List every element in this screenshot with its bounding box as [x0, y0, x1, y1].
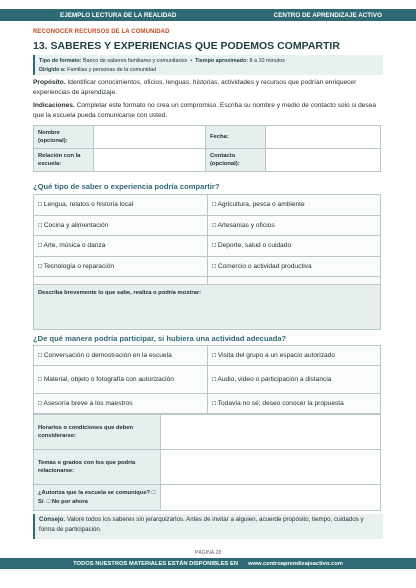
header-bar: [0, 9, 416, 21]
participation-details-table: [33, 414, 381, 511]
knowledge-option[interactable]: □ Tecnología o reparación: [34, 256, 208, 277]
header-right-text: CENTRO DE APRENDIZAJE ACTIVO: [273, 11, 382, 19]
contact-label: Contacto (opcional):: [206, 149, 266, 172]
participation-option[interactable]: □ Asesoría breve a los maestros: [34, 394, 208, 414]
footer-bar: [0, 558, 416, 569]
instructions-paragraph: [33, 101, 385, 120]
authorize-no-checkbox[interactable]: □ No por ahora: [46, 498, 88, 505]
instructions-text: Completar este formato no crea un compromiso. Escriba su nombre y medio de contacto solo si desea que la escuela pueda comunicarse con usted.: [33, 102, 377, 119]
date-label: Fecha:: [206, 126, 266, 149]
knowledge-option[interactable]: □ Cocina y alimentación: [34, 215, 208, 236]
knowledge-option[interactable]: □ Lengua, relatos o historia local: [34, 195, 208, 216]
describe-label: Describa brevemente lo que sabe, realiza o podría mostrar:: [38, 290, 202, 296]
format-value: Banco de saberes familiares y comunitarios: [82, 58, 188, 64]
knowledge-option[interactable]: □ Arte, música o danza: [34, 236, 208, 257]
knowledge-option[interactable]: □ Artesanías y oficios: [208, 215, 381, 236]
contact-form-table: [33, 125, 381, 172]
name-label: Nombre (opcional):: [34, 126, 94, 149]
knowledge-option[interactable]: □ Agricultura, pesca o ambiente: [208, 195, 381, 216]
relation-field[interactable]: [94, 149, 206, 172]
participation-option[interactable]: □ Todavía no sé; deseo conocer la propuesta: [208, 394, 381, 414]
section-tag: RECONOCER RECURSOS DE LA COMUNIDAD: [33, 29, 170, 35]
participation-option[interactable]: □ Material, objeto o fotografía con autorización: [34, 366, 208, 394]
time-value: 8 a 10 minutos: [249, 58, 285, 64]
authorize-cell: [34, 485, 161, 511]
name-field[interactable]: [94, 126, 206, 149]
page-number: PÁGINA 28: [194, 550, 222, 556]
authorize-label: ¿Autoriza que la escuela se comunique?: [38, 490, 151, 496]
advice-label: Consejo.: [39, 516, 66, 523]
footer-url-link[interactable]: www.centroaprendizajeactivo.com: [248, 560, 343, 567]
header-left-text: EJEMPLO LECTURA DE LA REALIDAD: [60, 11, 177, 19]
topics-field[interactable]: [161, 450, 381, 485]
knowledge-option[interactable]: □ Deporte, salud o cuidado: [208, 236, 381, 257]
participation-option[interactable]: □ Conversación o demostración en la escuela: [34, 346, 208, 366]
contact-field[interactable]: [266, 149, 381, 172]
authorize-yes-checkbox[interactable]: □ Sí: [38, 490, 156, 505]
knowledge-options-table: [33, 194, 381, 298]
audience-value: Familias y personas de la comunidad: [67, 66, 157, 73]
schedule-label: Horarios o condiciones que deben considerarse:: [34, 415, 161, 450]
format-label: Tipo de formato:: [39, 58, 82, 64]
participation-option[interactable]: □ Visita del grupo a un espacio autorizado: [208, 346, 381, 366]
time-label: Tiempo aproximado:: [195, 58, 249, 64]
knowledge-option[interactable]: □ Comercio o actividad productiva: [208, 256, 381, 277]
question-participation: ¿De qué manera podría participar, si hubiera una actividad adecuada?: [33, 334, 287, 343]
participation-option[interactable]: □ Audio, video o participación a distancia: [208, 366, 381, 394]
relation-label: Relación con la escuela:: [34, 149, 94, 172]
purpose-label: Propósito.: [33, 79, 66, 86]
describe-box[interactable]: [33, 284, 381, 330]
page-title: 13. SABERES Y EXPERIENCIAS QUE PODEMOS COMPARTIR: [33, 40, 340, 52]
question-knowledge-type: ¿Qué tipo de saber o experiencia podría compartir?: [33, 182, 220, 191]
audience-label: Dirigido a:: [39, 66, 66, 73]
topics-label: Temas o grados con los que podría relacionarse:: [34, 450, 161, 485]
footer-text: TODOS NUESTROS MATERIALES ESTÁN DISPONIBLES EN: [73, 560, 239, 567]
advice-text: Valore todos los saberes sin jerarquizarlos. Antes de invitar a alguien, acuerde propósito, tiempo, cuidados y forma de participación.: [39, 516, 364, 533]
purpose-paragraph: [33, 78, 385, 97]
purpose-text: Identificar conocimientos, oficios, lenguas, historias, actividades y recursos que podrían enriquecer experiencias de aprendizaje.: [33, 79, 357, 96]
instructions-label: Indicaciones.: [33, 102, 75, 109]
date-field[interactable]: [266, 126, 381, 149]
authorize-notes-field[interactable]: [161, 485, 381, 511]
participation-options-table: [33, 345, 381, 414]
schedule-field[interactable]: [161, 415, 381, 450]
advice-box: [33, 514, 383, 539]
format-info-box: [33, 55, 383, 75]
info-separator: •: [190, 58, 193, 64]
